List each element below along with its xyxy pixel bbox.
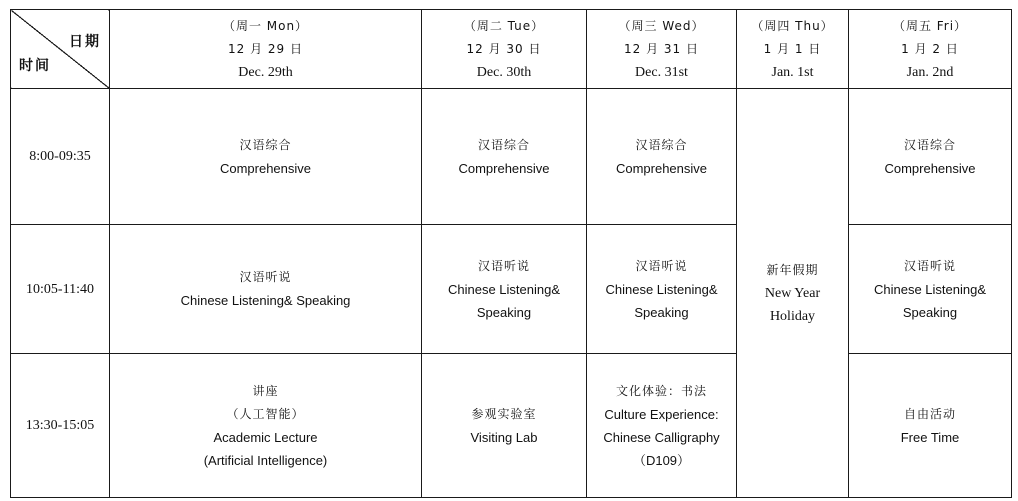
class-name-en-line2: Speaking [476,304,532,320]
class-name-zh: 自由活动 [903,406,956,421]
class-name-zh: 汉语听说 [239,270,292,284]
slot-row-2 [11,225,1012,354]
class-name-zh: 汉语综合 [903,137,956,152]
class-name-en: Comprehensive [219,160,312,176]
class-name-en: Free Time [900,429,960,445]
holiday-name-en-line2: Holiday [769,308,816,324]
day-date-zh: 12 月 31 日 [624,41,699,56]
class-name-zh: 汉语听说 [477,258,530,273]
class-cell-wed-3 [587,354,737,498]
holiday-name-en-line1: New Year [764,285,821,301]
class-cell-fri-3 [849,354,1012,498]
holiday-name-zh: 新年假期 [766,262,819,277]
class-cell-fri-1 [849,89,1012,225]
class-name-en-line2: Speaking [634,304,689,320]
header-row [11,10,1012,89]
holiday-cell-thu [737,89,849,498]
class-cell-mon-2 [110,225,422,354]
class-name-zh: 汉语综合 [239,137,292,152]
class-name-en-line1: Chinese Listening& [873,281,987,297]
class-name-zh-line2: （人工智能） [226,406,305,421]
class-name-en-line1: Culture Experience: [604,406,719,422]
class-name-zh-line1: 讲座 [252,383,279,398]
class-cell-tue-2 [422,225,587,354]
class-name-en-line1: Academic Lecture [213,429,318,445]
day-name: （周二 Tue） [463,18,545,33]
class-name-en-line1: Chinese Listening& [447,281,561,297]
class-cell-mon-1 [110,89,422,225]
time-slot-1: 8:00-09:35 [11,89,110,225]
class-name-zh: 文化体验：书法 [615,383,707,398]
slot-row-3 [11,354,1012,498]
day-date-zh: 1 月 1 日 [763,41,822,56]
day-date-en: Jan. 1st [771,64,814,80]
class-name-en: Comprehensive [884,160,976,176]
day-date-en: Jan. 2nd [906,64,954,80]
day-name: （周一 Mon） [222,18,309,33]
class-name-en-line2: (Artificial Intelligence) [203,452,328,468]
class-cell-wed-2 [587,225,737,354]
class-room: （D109） [632,452,691,468]
day-date-en: Dec. 31st [635,64,688,80]
day-name: （周五 Fri） [892,18,968,33]
day-header-mon [110,10,422,89]
day-header-wed [587,10,737,89]
class-name-zh: 汉语综合 [635,137,688,152]
class-name-en: Visiting Lab [470,429,538,445]
day-name: （周四 Thu） [751,18,834,33]
class-name-en: Comprehensive [615,160,708,176]
class-cell-wed-1 [587,89,737,225]
class-cell-tue-3 [422,354,587,498]
day-header-thu [737,10,849,89]
class-name-zh: 汉语听说 [903,258,956,273]
day-date-zh: 1 月 2 日 [901,41,959,56]
class-cell-mon-3 [110,354,422,498]
corner-cell [11,10,110,89]
day-name: （周三 Wed） [618,18,705,33]
class-cell-fri-2 [849,225,1012,354]
class-name-en-line2: Speaking [902,304,958,320]
time-slot-3: 13:30-15:05 [11,354,110,498]
day-header-tue [422,10,587,89]
day-date-zh: 12 月 29 日 [228,41,303,56]
day-header-fri [849,10,1012,89]
class-cell-tue-1 [422,89,587,225]
day-date-en: Dec. 29th [238,64,293,80]
day-date-zh: 12 月 30 日 [466,41,542,56]
corner-date-label: 日期 [69,34,101,50]
corner-time-label: 时间 [19,58,51,74]
class-name-zh: 汉语综合 [477,137,530,152]
timetable [10,9,1012,498]
class-name-en-line1: Chinese Listening& [605,281,718,297]
class-name-zh: 汉语听说 [635,258,688,273]
day-date-en: Dec. 30th [476,64,532,80]
class-name-en-line2: Chinese Calligraphy [603,429,720,445]
class-name-en: Comprehensive [458,160,550,176]
class-name-en: Chinese Listening& Speaking [180,293,351,308]
time-slot-2: 10:05-11:40 [11,225,110,354]
class-name-zh: 参观实验室 [471,406,537,421]
slot-row-1 [11,89,1012,225]
